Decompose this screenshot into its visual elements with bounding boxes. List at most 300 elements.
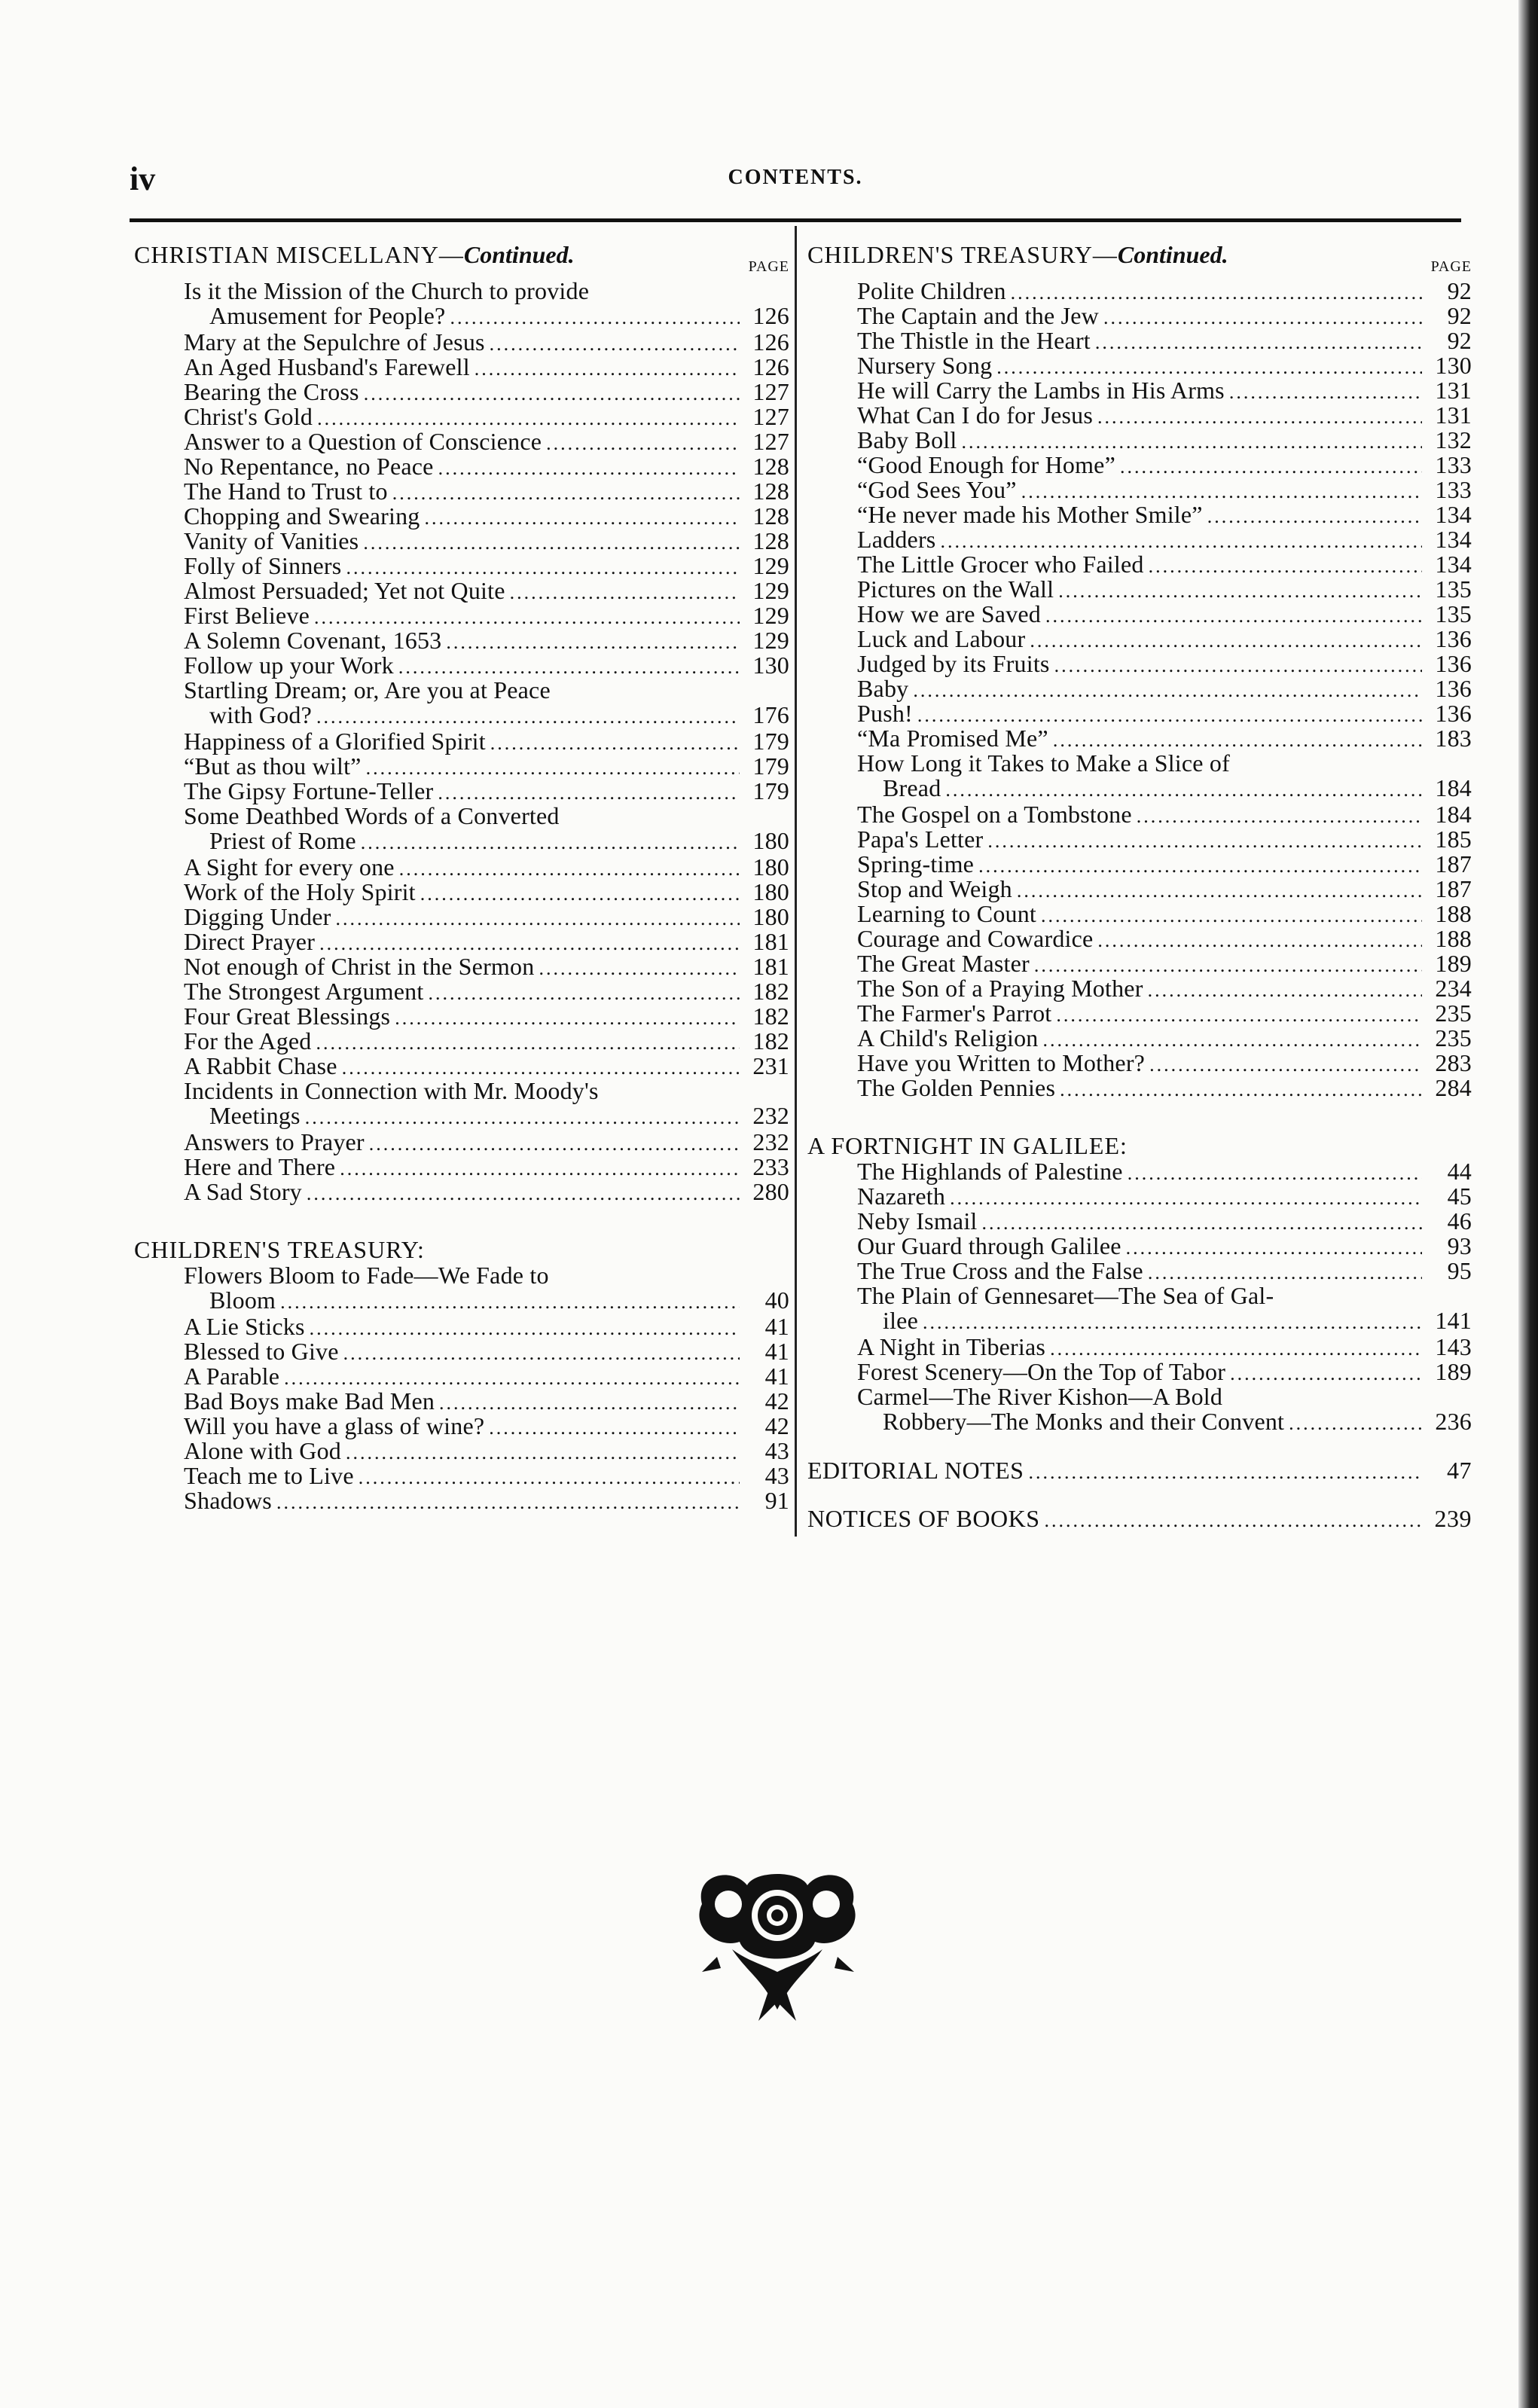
entry-page: 92 [1447, 302, 1472, 329]
leader-dots [1149, 554, 1422, 578]
leader-dots [428, 981, 740, 1006]
toc-entry[interactable] [134, 1389, 789, 1414]
entry-title-line: Priest of Rome [209, 827, 356, 854]
entry-title-line: ilee [883, 1307, 918, 1334]
entry-title: Alone with God [184, 1437, 342, 1464]
entry-page: 232 [752, 1102, 789, 1129]
leader-dots [399, 856, 740, 881]
entry-title: No Repentance, no Peace [184, 453, 434, 480]
leader-dots [392, 481, 740, 505]
leader-dots [1056, 1003, 1422, 1027]
entry-title-line: Startling Dream; or, Are you at Peace [184, 676, 551, 703]
leader-dots [1041, 903, 1422, 928]
toc-entry[interactable] [807, 353, 1472, 378]
toc-entry[interactable] [134, 804, 789, 855]
entry-title-line: Is it the Mission of the Church to provide [184, 277, 590, 304]
entry-title: The Captain and the Jew [857, 302, 1099, 329]
leader-dots [1137, 804, 1422, 829]
entry-page: 136 [1435, 675, 1472, 702]
toc-entry[interactable] [134, 880, 789, 905]
entry-page: 126 [752, 302, 789, 329]
section-title [134, 243, 575, 267]
toc-entry[interactable] [134, 1414, 789, 1439]
toc-entry[interactable] [807, 279, 1472, 304]
entry-title: How we are Saved [857, 600, 1041, 627]
entry-title: Work of the Holy Spirit [184, 878, 416, 905]
entry-title: The Son of a Praying Mother [857, 975, 1143, 1002]
entry-page: 284 [1435, 1074, 1472, 1101]
entry-title-line: The Plain of Gennesaret—The Sea of Gal- [857, 1282, 1274, 1309]
entry-title: Answers to Prayer [184, 1128, 365, 1155]
toc-entry[interactable] [134, 404, 789, 429]
entry-title: Ladders [857, 526, 936, 553]
entry-page: 128 [752, 502, 789, 530]
entry-title-continuation [857, 1409, 1472, 1436]
entry-title: Bearing the Cross [184, 378, 359, 405]
toc-entry[interactable] [134, 1004, 789, 1029]
entry-title-line: Meetings [209, 1102, 301, 1129]
entry-page: 182 [752, 978, 789, 1005]
entry-title: First Believe [184, 602, 310, 629]
section-heading-fortnight-in-galilee: A FORTNIGHT IN GALILEE: [807, 1132, 1128, 1159]
entry-page: 127 [752, 378, 789, 405]
entry-page: 232 [752, 1128, 789, 1155]
entry-title-continuation [857, 1308, 1472, 1335]
entry-page: 40 [764, 1286, 789, 1314]
entry-title: A Night in Tiberias [857, 1333, 1046, 1360]
toc-entry[interactable] [134, 979, 789, 1004]
leader-dots [1097, 928, 1422, 953]
section-continued: Continued. [1117, 241, 1228, 268]
entry-title: The Thistle in the Heart [857, 327, 1091, 354]
toc-entry[interactable] [807, 378, 1472, 403]
entry-title: The Gospel on a Tombstone [857, 801, 1132, 828]
entry-title: “He never made his Mother Smile” [857, 501, 1203, 528]
entry-title: Direct Prayer [184, 928, 316, 955]
entry-page: 129 [752, 602, 789, 629]
left-column [134, 243, 789, 1513]
leader-dots [276, 1490, 740, 1515]
entry-page: 95 [1447, 1257, 1472, 1284]
toc-entry[interactable] [134, 454, 789, 479]
leader-dots [510, 580, 740, 605]
entry-page: 41 [764, 1338, 789, 1365]
toc-entry[interactable] [134, 729, 789, 754]
leader-dots [1095, 330, 1422, 355]
entry-title: The Golden Pennies [857, 1074, 1056, 1101]
entry-page: 135 [1435, 575, 1472, 603]
entry-page: 133 [1435, 451, 1472, 478]
entry-title: Pictures on the Wall [857, 575, 1054, 603]
toc-entry[interactable] [134, 1364, 789, 1389]
leader-dots [305, 1105, 740, 1130]
entry-title: A Solemn Covenant, 1653 [184, 627, 442, 654]
toc-entry[interactable] [807, 976, 1472, 1001]
entry-page: 187 [1435, 850, 1472, 877]
section-heading-christian-miscellany [134, 243, 789, 279]
entry-page: 126 [752, 328, 789, 356]
entry-page: 134 [1435, 526, 1472, 553]
toc-entry[interactable] [134, 479, 789, 504]
entry-page: 43 [764, 1462, 789, 1489]
toc-entry[interactable] [807, 951, 1472, 976]
leader-dots [950, 1186, 1422, 1210]
toc-entry[interactable] [807, 328, 1472, 353]
toc-entry[interactable] [807, 403, 1472, 428]
toc-entry[interactable] [134, 1079, 789, 1130]
entry-page: 182 [752, 1003, 789, 1030]
entry-title: An Aged Husband's Farewell [184, 353, 470, 380]
section-title-text: CHILDREN'S TREASURY— [807, 241, 1118, 268]
entry-title-continuation [184, 703, 789, 729]
toc-entry[interactable] [807, 1076, 1472, 1100]
entry-page: 143 [1435, 1333, 1472, 1360]
toc-entry[interactable] [134, 855, 789, 880]
entry-title: A Lie Sticks [184, 1313, 305, 1340]
toc-entry[interactable] [807, 1001, 1472, 1026]
toc-entry[interactable] [807, 304, 1472, 328]
entry-title: Answer to a Question of Conscience [184, 428, 542, 455]
entry-page: 128 [752, 453, 789, 480]
toc-entry[interactable] [807, 478, 1472, 502]
toc-entry[interactable] [807, 1184, 1472, 1209]
toc-entry[interactable] [807, 1159, 1472, 1184]
leader-dots [475, 356, 740, 381]
entry-title: The Highlands of Palestine [857, 1158, 1123, 1185]
entry-page: 128 [752, 478, 789, 505]
toc-entry[interactable] [807, 1384, 1472, 1436]
leader-dots [316, 704, 740, 729]
entry-title: Chopping and Swearing [184, 502, 420, 530]
toc-entry[interactable] [134, 954, 789, 979]
leader-dots [489, 1415, 740, 1440]
leader-dots [450, 305, 740, 330]
page-column-label: PAGE [1430, 258, 1472, 275]
entry-title-line: Amusement for People? [209, 302, 446, 329]
toc-entry[interactable] [807, 1335, 1472, 1360]
toc-entry[interactable] [134, 1180, 789, 1204]
page-folio: iv [130, 160, 156, 197]
toc-entry[interactable] [807, 1360, 1472, 1384]
toc-entry[interactable] [134, 578, 789, 603]
entry-title: Judged by its Fruits [857, 650, 1050, 677]
leader-dots [346, 1440, 740, 1465]
page-column-label: PAGE [748, 258, 789, 275]
toc-entry[interactable] [134, 929, 789, 954]
entry-title: Bad Boys make Bad Men [184, 1387, 435, 1415]
section-continued: Continued. [463, 241, 575, 268]
leader-dots [438, 456, 740, 481]
toc-entry[interactable] [807, 827, 1472, 852]
entry-page: 127 [752, 403, 789, 430]
toc-entry[interactable] [134, 779, 789, 804]
toc-entry[interactable] [134, 653, 789, 678]
entry-title: Digging Under [184, 903, 331, 930]
toc-entry[interactable] [807, 726, 1472, 751]
entry-title: Courage and Cowardice [857, 925, 1094, 952]
toc-entry[interactable] [807, 1026, 1472, 1051]
toc-entry[interactable] [807, 877, 1472, 902]
entry-title: Our Guard through Galilee [857, 1232, 1121, 1259]
entry-title: Will you have a glass of wine? [184, 1412, 485, 1439]
page-header [130, 160, 1461, 205]
entry-title-line: Carmel—The River Kishon—A Bold [857, 1383, 1223, 1410]
toc-entry[interactable] [134, 1439, 789, 1463]
leader-dots [1017, 878, 1422, 903]
entry-page: 283 [1435, 1049, 1472, 1076]
leader-dots [364, 381, 740, 406]
entry-title: Christ's Gold [184, 403, 313, 430]
entry-page: 188 [1435, 925, 1472, 952]
entry-page: 41 [764, 1313, 789, 1340]
toc-entry[interactable] [134, 1339, 789, 1364]
entry-title: Mary at the Sepulchre of Jesus [184, 328, 485, 356]
entry-title: Luck and Labour [857, 625, 1026, 652]
leader-dots [1060, 1077, 1422, 1102]
leader-dots [978, 853, 1422, 878]
toc-entry[interactable] [134, 429, 789, 454]
leader-dots [1289, 1411, 1422, 1436]
leader-dots [539, 956, 740, 981]
entry-page: 280 [752, 1178, 789, 1205]
header-rule [130, 218, 1461, 222]
entry-title: Have you Written to Mother? [857, 1049, 1146, 1076]
toc-entry[interactable] [807, 802, 1472, 827]
entry-page: 179 [752, 777, 789, 804]
entry-title: What Can I do for Jesus [857, 401, 1093, 429]
toc-entry[interactable] [134, 678, 789, 729]
entry-title: “Good Enough for Home” [857, 451, 1115, 478]
entry-title: A Sad Story [184, 1178, 302, 1205]
toc-entry[interactable] [134, 1130, 789, 1155]
leader-dots [343, 1341, 740, 1366]
entry-title: The Great Master [857, 950, 1030, 977]
section-heading-childrens-treasury: CHILDREN'S TREASURY: [134, 1236, 425, 1263]
entry-title-line: Flowers Bloom to Fade—We Fade to [184, 1262, 549, 1289]
leader-dots [340, 1156, 740, 1181]
toc-entry[interactable] [134, 279, 789, 330]
leader-dots [335, 906, 740, 931]
entry-title: The True Cross and the False [857, 1257, 1143, 1284]
leader-dots [1120, 454, 1422, 479]
leader-dots [913, 678, 1422, 703]
entry-page: 91 [764, 1487, 789, 1514]
entry-page: 126 [752, 353, 789, 380]
entry-title-continuation [184, 1103, 789, 1130]
entry-page: 136 [1435, 650, 1472, 677]
entry-page: 180 [752, 878, 789, 905]
entry-page: 46 [1447, 1207, 1472, 1235]
entry-page: 41 [764, 1363, 789, 1390]
entry-title: EDITORIAL NOTES [807, 1457, 1024, 1484]
toc-entry[interactable] [134, 1155, 789, 1180]
toc-entry[interactable] [807, 1259, 1472, 1283]
toc-entry[interactable] [807, 1234, 1472, 1259]
entry-page: 136 [1435, 625, 1472, 652]
toc-entry[interactable] [807, 1283, 1472, 1335]
toc-entry[interactable] [134, 1488, 789, 1513]
toc-entry[interactable] [807, 751, 1472, 802]
entry-page: 239 [1434, 1505, 1472, 1532]
entry-page: 135 [1435, 600, 1472, 627]
toc-entry[interactable] [807, 1209, 1472, 1234]
entry-title-continuation [857, 776, 1472, 802]
toc-entry[interactable] [134, 1029, 789, 1054]
entry-title: The Farmer's Parrot [857, 1000, 1052, 1027]
leader-dots [1229, 380, 1422, 404]
toc-entry[interactable] [134, 1463, 789, 1488]
entry-title: Learning to Count [857, 900, 1037, 927]
entry-page: 235 [1435, 1000, 1472, 1027]
entry-title: Not enough of Christ in the Sermon [184, 953, 535, 980]
entry-title: Happiness of a Glorified Spirit [184, 728, 486, 755]
leader-dots [395, 1006, 740, 1030]
entry-page: 235 [1435, 1024, 1472, 1051]
leader-dots [1028, 1460, 1422, 1485]
toc-entry[interactable] [134, 330, 789, 355]
entry-title: Four Great Blessings [184, 1003, 391, 1030]
entry-title: Polite Children [857, 277, 1006, 304]
entry-page: 47 [1447, 1457, 1472, 1484]
toc-entry[interactable] [134, 554, 789, 578]
entry-title: Vanity of Vanities [184, 527, 359, 554]
leader-dots [546, 431, 740, 456]
leader-dots [923, 1310, 1422, 1335]
toc-entry[interactable] [134, 628, 789, 653]
entry-title-continuation [184, 304, 789, 330]
entry-page: 45 [1447, 1183, 1472, 1210]
leader-dots [1044, 1508, 1422, 1533]
entry-page: 42 [764, 1387, 789, 1415]
section-title-text: CHRISTIAN MISCELLANY— [134, 241, 464, 268]
entry-page: 184 [1435, 774, 1472, 801]
toc-entry[interactable] [134, 529, 789, 554]
column-divider [795, 226, 797, 1537]
toc-entry[interactable] [134, 1314, 789, 1339]
toc-entry[interactable] [807, 1051, 1472, 1076]
toc-entry[interactable] [807, 652, 1472, 676]
entry-title: Folly of Sinners [184, 552, 342, 579]
entry-page: 233 [752, 1153, 789, 1180]
toc-entry[interactable] [134, 754, 789, 779]
editorial-notes-entry[interactable] [807, 1458, 1472, 1484]
page-edge-shadow [1518, 0, 1538, 2408]
entry-title: Blessed to Give [184, 1338, 339, 1365]
toc-entry[interactable] [807, 701, 1472, 726]
toc-entry[interactable] [807, 577, 1472, 602]
toc-entry[interactable] [134, 504, 789, 529]
childrens-treasury-list [134, 1263, 789, 1513]
entry-title: The Strongest Argument [184, 978, 424, 1005]
toc-entry[interactable] [807, 527, 1472, 552]
toc-entry[interactable] [807, 627, 1472, 652]
toc-entry[interactable] [134, 1054, 789, 1079]
entry-page: 179 [752, 752, 789, 780]
toc-entry[interactable] [134, 905, 789, 929]
notices-of-books-entry[interactable] [807, 1506, 1472, 1532]
toc-entry[interactable] [807, 552, 1472, 577]
entry-title-continuation [184, 829, 789, 855]
entry-title: Baby [857, 675, 909, 702]
entry-page: 188 [1435, 900, 1472, 927]
entry-title-line: How Long it Takes to Make a Slice of [857, 749, 1230, 777]
entry-title: A Child's Religion [857, 1024, 1039, 1051]
childrens-treasury-continued-list [807, 279, 1472, 1100]
entry-page: 141 [1435, 1307, 1472, 1334]
toc-entry[interactable] [134, 603, 789, 628]
entry-title: “But as thou wilt” [184, 752, 362, 780]
leader-dots [1128, 1161, 1422, 1186]
entry-page: 129 [752, 627, 789, 654]
toc-entry[interactable] [807, 428, 1472, 453]
toc-entry[interactable] [807, 852, 1472, 877]
fortnight-in-galilee-list [807, 1159, 1472, 1436]
entry-title-line: Some Deathbed Words of a Converted [184, 802, 560, 829]
entry-page: 231 [752, 1052, 789, 1079]
leader-dots [987, 829, 1422, 853]
leader-dots [425, 505, 740, 530]
entry-page: 93 [1447, 1232, 1472, 1259]
entry-page: 44 [1447, 1158, 1472, 1185]
toc-entry[interactable] [134, 1263, 789, 1314]
leader-dots [1149, 1052, 1422, 1077]
entry-page: 131 [1435, 377, 1472, 404]
toc-entry[interactable] [807, 676, 1472, 701]
leader-dots [490, 731, 740, 755]
entry-page: 180 [752, 853, 789, 880]
leader-dots [1097, 404, 1422, 429]
toc-entry[interactable] [807, 602, 1472, 627]
entry-page: 184 [1435, 801, 1472, 828]
entry-title-line: with God? [209, 701, 313, 728]
entry-page: 180 [752, 827, 789, 854]
entry-page: 134 [1435, 501, 1472, 528]
entry-title: Shadows [184, 1487, 272, 1514]
entry-page: 129 [752, 577, 789, 604]
entry-page: 179 [752, 728, 789, 755]
entry-page: 189 [1435, 950, 1472, 977]
entry-title: The Hand to Trust to [184, 478, 388, 505]
toc-entry[interactable] [134, 355, 789, 380]
entry-page: 128 [752, 527, 789, 554]
entry-title: He will Carry the Lambs in His Arms [857, 377, 1225, 404]
entry-title: Nursery Song [857, 352, 993, 379]
toc-entry[interactable] [807, 926, 1472, 951]
entry-page: 134 [1435, 551, 1472, 578]
entry-page: 183 [1435, 725, 1472, 752]
toc-entry[interactable] [807, 453, 1472, 478]
leader-dots [945, 777, 1422, 802]
entry-title: A Sight for every one [184, 853, 395, 880]
entry-title: Here and There [184, 1153, 336, 1180]
toc-entry[interactable] [807, 902, 1472, 926]
entry-page: 185 [1435, 826, 1472, 853]
leader-dots [1230, 1361, 1422, 1386]
entry-title: Baby Boll [857, 426, 957, 453]
entry-title: Push! [857, 700, 913, 727]
entry-page: 236 [1435, 1408, 1472, 1435]
section-title [807, 243, 1228, 267]
toc-entry[interactable] [807, 502, 1472, 527]
entry-title-line: Bloom [209, 1286, 276, 1314]
toc-entry[interactable] [134, 380, 789, 404]
entry-page: 132 [1435, 426, 1472, 453]
entry-page: 133 [1435, 476, 1472, 503]
leader-dots [363, 530, 740, 555]
entry-title: Follow up your Work [184, 652, 394, 679]
leader-dots [361, 830, 740, 855]
entry-title: “God Sees You” [857, 476, 1017, 503]
